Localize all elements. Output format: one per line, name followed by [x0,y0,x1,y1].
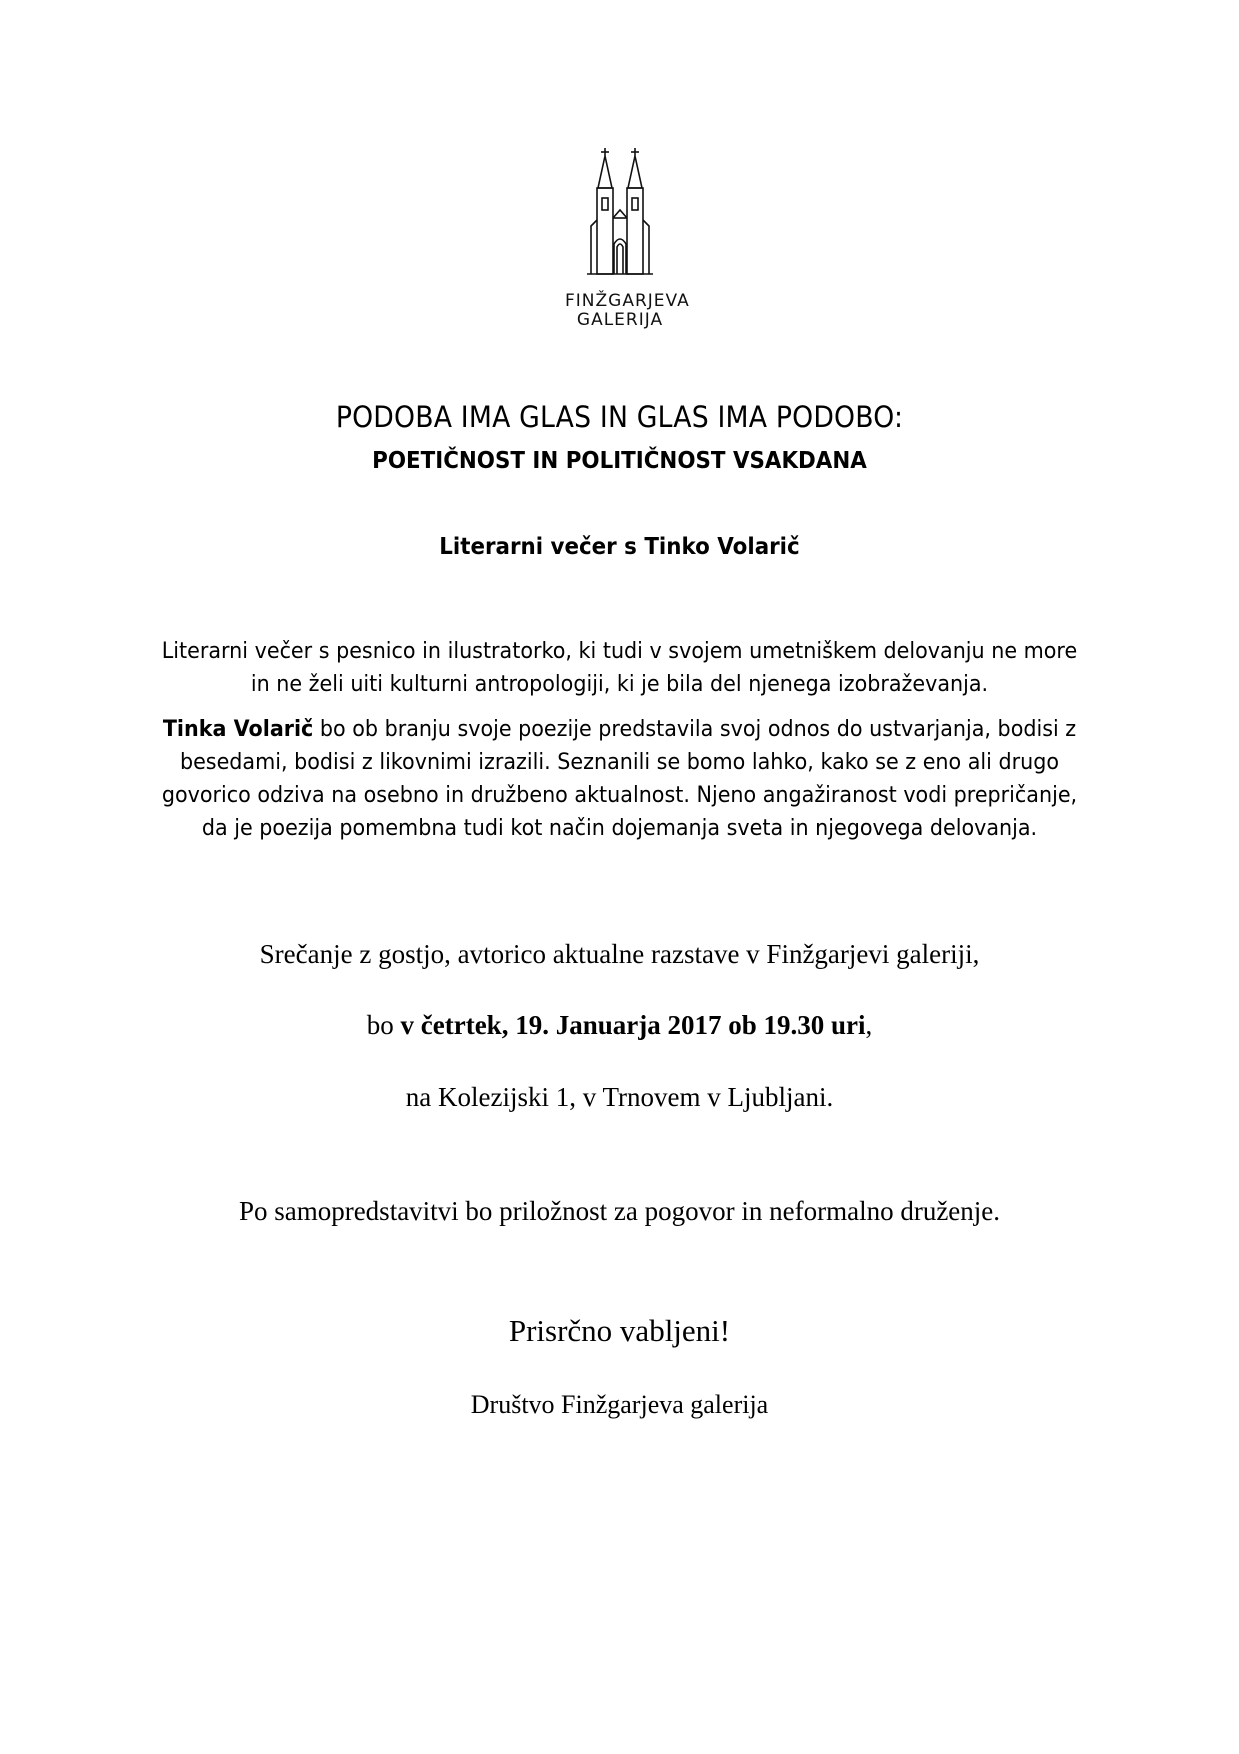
logo-text-line2: GALERIJA [576,310,664,330]
logo-text-line1: FINŽGARJEVA [565,291,690,311]
event-title: Literarni večer s Tinko Volarič [439,534,800,560]
page-subtitle: POETIČNOST IN POLITIČNOST VSAKDANA [372,448,867,474]
after-text: Po samopredstavitvi bo priložnost za pogovor in neformalno druženje. [238,1196,1001,1226]
author-name: Tinka Volarič [162,717,314,742]
event-date: v četrtek, 19. Januarja 2017 ob 19.30 uri [400,1010,866,1040]
date-line [0,1010,1239,1041]
meeting-text: Srečanje z gostjo, avtorico aktualne razstave v Finžgarjevi galeriji, [259,939,980,969]
location-text: na Kolezijski 1, v Trnovem v Ljubljani. [405,1082,834,1112]
description-paragraph [159,713,1079,845]
invitation-text: Prisrčno vabljeni! [508,1313,731,1348]
signature-text: Društvo Finžgarjeva galerija [470,1390,769,1419]
description-text: bo ob branju svoje poezije predstavila svoj odnos do ustvarjanja, bodisi z besedami, bodisi z likovnimi izrazili. Seznanili se bomo lahko, kako se z eno ali drugo govorico odziva na osebno in družbeno aktualnost. Njeno angažiranost vodi prepričanje, da je poezija pomembna tudi kot način dojemanja sveta in njegovega delovanja. [161,717,1078,841]
church-icon [585,148,655,276]
gallery-logo [565,148,690,330]
page-title: PODOBA IMA GLAS IN GLAS IMA PODOBO: [335,400,904,434]
intro-paragraph: Literarni večer s pesnico in ilustratorko, ki tudi v svojem umetniškem delovanju ne more in ne želi uiti kulturni antropologiji, ki je bila del njenega izobraževanja. [161,639,1078,697]
date-suffix: , [865,1010,873,1040]
date-prefix: bo [366,1010,401,1040]
